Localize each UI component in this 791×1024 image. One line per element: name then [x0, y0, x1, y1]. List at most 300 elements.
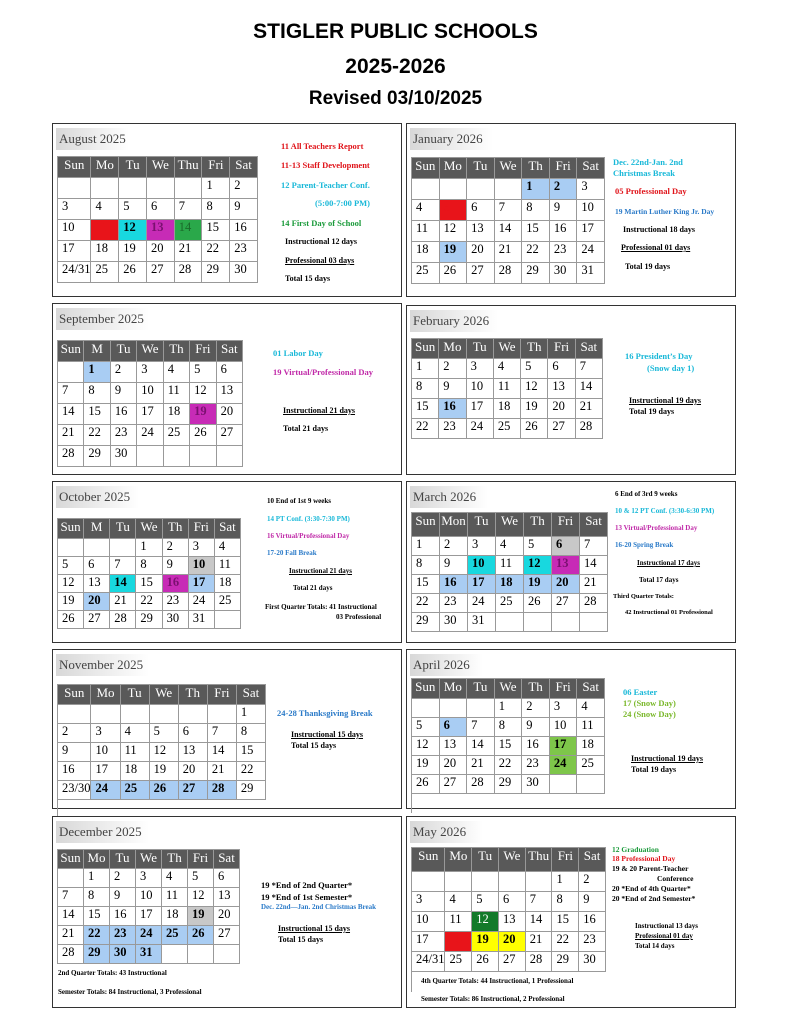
calendar-grid-november	[57, 684, 266, 819]
event-note: 10 & 12 PT Conf. (3:30-6:30 PM)	[615, 507, 715, 515]
event-note: Conference	[657, 874, 694, 883]
day-cell	[150, 705, 179, 724]
event-note: 19 Martin Luther King Jr. Day	[615, 207, 715, 216]
event-note: 16-20 Spring Break	[615, 541, 674, 549]
day-cell: 24	[136, 926, 162, 945]
day-cell: 14	[576, 379, 603, 399]
month-panel-may	[406, 816, 736, 1008]
quarter-total: First Quarter Totals: 41 Instructional	[265, 603, 377, 611]
weekday-header: Sun	[412, 848, 445, 872]
weekday-header: Th	[164, 341, 190, 362]
event-note: 05 Professional Day	[615, 186, 687, 196]
day-cell: 3	[137, 362, 163, 383]
day-cell	[217, 446, 243, 467]
day-cell: 18	[164, 404, 190, 425]
instructional-total: Instructional 21 days	[283, 406, 356, 415]
day-cell: 28	[208, 781, 237, 800]
weekday-header: Mo	[440, 679, 468, 699]
day-cell: 17	[91, 762, 120, 781]
weekday-header: Th	[524, 513, 552, 537]
day-cell: 26	[524, 594, 552, 613]
day-cell: 29	[412, 613, 440, 632]
day-cell: 14	[526, 912, 553, 932]
quarter-total: 42 Instructional 01 Professional	[625, 609, 713, 616]
day-cell: 30	[111, 446, 137, 467]
day-cell: 9	[111, 383, 137, 404]
day-cell: 13	[552, 556, 580, 575]
event-note: 16 President’s Day	[625, 351, 693, 361]
calendar-grid-january	[411, 157, 605, 284]
weekday-header: Sat	[577, 158, 605, 179]
day-cell	[526, 872, 553, 892]
day-cell: 1	[495, 699, 523, 718]
day-cell: 27	[214, 926, 240, 945]
day-cell: 3	[189, 539, 215, 557]
day-cell: 2	[550, 179, 578, 200]
event-note: 19 *End of 1st Semester*	[261, 892, 353, 902]
day-cell: 1	[136, 539, 162, 557]
day-cell	[440, 179, 468, 200]
weekday-header: Thu	[175, 157, 203, 178]
weekday-header: Th	[522, 158, 550, 179]
day-cell	[121, 705, 150, 724]
day-cell	[188, 945, 214, 964]
day-cell: 26	[412, 775, 440, 794]
day-cell: 14	[175, 220, 203, 241]
weekday-header: Tu	[110, 519, 136, 539]
day-cell: 9	[550, 200, 578, 221]
day-cell: 7	[576, 359, 603, 379]
day-cell: 22	[136, 593, 162, 611]
day-cell: 24	[577, 242, 605, 263]
month-title: October 2025	[56, 486, 139, 508]
day-cell: 8	[522, 200, 550, 221]
day-cell: 30	[579, 952, 606, 972]
day-cell: 19	[150, 762, 179, 781]
day-cell: 1	[552, 872, 579, 892]
day-cell: 1	[522, 179, 550, 200]
days-total: Total 14 days	[635, 942, 675, 950]
day-cell: 27	[217, 425, 243, 446]
weekday-header: Sat	[579, 848, 606, 872]
day-cell: 5	[190, 362, 216, 383]
month-panel-march	[406, 481, 736, 643]
instructional-total: Instructional 13 days	[635, 922, 699, 930]
day-cell: 6	[548, 359, 575, 379]
weekday-header: Th	[521, 339, 548, 359]
day-cell: 30	[110, 945, 136, 964]
weekday-header: We	[496, 513, 524, 537]
day-cell: 14	[495, 221, 523, 242]
day-cell: 8	[136, 557, 162, 575]
day-cell: 18	[577, 737, 605, 756]
weekday-header: We	[136, 850, 162, 869]
day-cell: 5	[412, 718, 440, 737]
weekday-header: Sun	[58, 519, 84, 539]
day-cell: 24/31	[412, 952, 445, 972]
day-cell: 21	[495, 242, 523, 263]
day-cell: 7	[495, 200, 523, 221]
day-cell: 22	[84, 926, 110, 945]
weekday-header: Fri	[552, 513, 580, 537]
day-cell: 19	[119, 241, 147, 262]
month-panel-december	[52, 816, 402, 1008]
weekday-header: Sun	[412, 339, 439, 359]
day-cell: 29	[84, 446, 110, 467]
day-cell: 13	[179, 743, 208, 762]
day-cell: 25	[412, 263, 440, 284]
day-cell: 8	[495, 718, 523, 737]
month-title: December 2025	[56, 821, 149, 843]
day-cell: 4	[496, 537, 524, 556]
day-cell: 7	[580, 537, 608, 556]
day-cell: 21	[580, 575, 608, 594]
day-cell: 10	[468, 556, 496, 575]
day-cell: 23	[550, 242, 578, 263]
day-cell: 12	[524, 556, 552, 575]
day-cell: 25	[121, 781, 150, 800]
day-cell	[496, 613, 524, 632]
day-cell: 8	[237, 724, 266, 743]
day-cell: 29	[237, 781, 266, 800]
day-cell: 26	[190, 425, 216, 446]
day-cell: 9	[440, 556, 468, 575]
day-cell: 1	[84, 869, 110, 888]
month-title: November 2025	[56, 654, 149, 676]
quarter-total: 03 Professional	[336, 613, 382, 621]
day-cell: 20	[214, 907, 240, 926]
month-title: March 2026	[410, 486, 488, 508]
day-cell	[524, 613, 552, 632]
day-cell: 11	[577, 718, 605, 737]
days-total: Total 21 days	[283, 424, 329, 433]
day-cell	[58, 539, 84, 557]
weekday-header: We	[494, 339, 521, 359]
event-note: Christmas Break	[613, 168, 675, 178]
day-cell: 26	[188, 926, 214, 945]
day-cell: 3	[412, 892, 445, 912]
quarter-total: 2nd Quarter Totals: 43 Instructional	[58, 969, 167, 977]
instructional-total: Instructional 15 days	[291, 730, 364, 739]
day-cell	[440, 699, 468, 718]
day-cell: 20	[467, 242, 495, 263]
weekday-header: Fri	[550, 158, 578, 179]
day-cell: 12	[150, 743, 179, 762]
weekday-header: Sun	[412, 158, 440, 179]
day-cell: 27	[548, 419, 575, 439]
event-note: 14 First Day of School	[281, 218, 362, 228]
day-cell: 10	[412, 912, 445, 932]
weekday-header: We	[136, 519, 162, 539]
weekday-header: Thu	[526, 848, 553, 872]
day-cell: 18	[121, 762, 150, 781]
day-cell: 2	[522, 699, 550, 718]
days-total: Total 15 days	[278, 935, 324, 944]
weekday-header: Tu	[467, 339, 494, 359]
weekday-header: Th	[162, 850, 188, 869]
day-cell: 16	[440, 575, 468, 594]
day-cell: 26	[440, 263, 468, 284]
day-cell: 20	[499, 932, 526, 952]
weekday-header: Sun	[58, 157, 91, 178]
day-cell: 12	[521, 379, 548, 399]
event-note: (5:00-7:00 PM)	[315, 198, 370, 208]
day-cell: 6	[147, 199, 175, 220]
day-cell: 22	[237, 762, 266, 781]
day-cell: 11	[412, 221, 440, 242]
day-cell: 23/30	[58, 781, 91, 800]
event-note: 06 Easter	[623, 687, 658, 697]
day-cell: 21	[526, 932, 553, 952]
day-cell: 14	[58, 907, 84, 926]
event-note: 14 PT Conf. (3:30-7:30 PM)	[267, 515, 350, 523]
day-cell: 18	[445, 932, 472, 952]
day-cell	[179, 705, 208, 724]
weekday-header: Tu	[121, 685, 150, 705]
day-cell: 15	[522, 221, 550, 242]
day-cell: 17	[189, 575, 215, 593]
month-panel-november	[52, 649, 402, 809]
day-cell	[58, 705, 91, 724]
event-note: 18 Professional Day	[612, 854, 676, 863]
event-note: 12 Graduation	[612, 845, 659, 854]
day-cell: 27	[84, 611, 110, 629]
weekday-header: We	[495, 158, 523, 179]
weekday-header: Mo	[440, 158, 468, 179]
day-cell: 29	[552, 952, 579, 972]
day-cell	[164, 446, 190, 467]
day-cell: 14	[208, 743, 237, 762]
day-cell	[552, 613, 580, 632]
day-cell: 5	[188, 869, 214, 888]
revision-date: Revised 03/10/2025	[308, 88, 483, 109]
day-cell	[58, 869, 84, 888]
weekday-header: Sat	[237, 685, 266, 705]
calendar-grid-october	[57, 518, 241, 629]
day-cell: 4	[164, 362, 190, 383]
day-cell: 2	[230, 178, 258, 199]
day-cell: 27	[499, 952, 526, 972]
day-cell: 23	[110, 926, 136, 945]
calendar-grid-february	[411, 338, 603, 439]
day-cell: 2	[440, 537, 468, 556]
day-cell: 8	[412, 379, 439, 399]
day-cell	[84, 539, 110, 557]
day-cell: 13	[84, 575, 110, 593]
day-cell: 3	[468, 537, 496, 556]
day-cell: 9	[163, 557, 189, 575]
event-note: 12 Parent-Teacher Conf.	[281, 180, 370, 190]
weekday-header: Mo	[84, 850, 110, 869]
weekday-header: Sun	[412, 513, 440, 537]
day-cell: 10	[58, 220, 91, 241]
day-cell: 31	[468, 613, 496, 632]
day-cell: 22	[412, 419, 439, 439]
day-cell	[214, 945, 240, 964]
day-cell: 27	[440, 775, 468, 794]
day-cell: 11	[121, 743, 150, 762]
day-cell: 20	[179, 762, 208, 781]
weekday-header: We	[499, 848, 526, 872]
day-cell	[175, 178, 203, 199]
day-cell: 5	[524, 537, 552, 556]
day-cell: 3	[467, 359, 494, 379]
day-cell: 9	[230, 199, 258, 220]
day-cell: 8	[552, 892, 579, 912]
days-total: Total 21 days	[293, 584, 333, 592]
day-cell: 26	[119, 262, 147, 283]
event-note: 24-28 Thanksgiving Break	[277, 708, 373, 718]
day-cell: 26	[521, 419, 548, 439]
day-cell: 6	[467, 200, 495, 221]
day-cell: 7	[208, 724, 237, 743]
day-cell: 16	[522, 737, 550, 756]
weekday-header: Sat	[580, 513, 608, 537]
day-cell: 9	[110, 888, 136, 907]
day-cell	[119, 178, 147, 199]
day-cell: 10	[550, 718, 578, 737]
day-cell: 9	[522, 718, 550, 737]
day-cell	[162, 945, 188, 964]
day-cell: 6	[552, 537, 580, 556]
day-cell: 2	[579, 872, 606, 892]
month-panel-january	[406, 123, 736, 297]
instructional-total: Instructional 18 days	[623, 225, 696, 234]
day-cell: 3	[136, 869, 162, 888]
weekday-header: We	[137, 341, 163, 362]
day-cell: 14	[110, 575, 136, 593]
day-cell: 13	[440, 737, 468, 756]
day-cell	[190, 446, 216, 467]
day-cell: 4	[215, 539, 241, 557]
weekday-header: We	[150, 685, 179, 705]
day-cell: 28	[58, 446, 84, 467]
day-cell: 15	[412, 399, 439, 419]
day-cell: 14	[58, 404, 84, 425]
day-cell: 25	[91, 262, 119, 283]
day-cell: 12	[119, 220, 147, 241]
weekday-header: Fri	[189, 519, 215, 539]
days-total: Total 17 days	[639, 576, 679, 584]
day-cell: 24	[467, 419, 494, 439]
day-cell: 17	[137, 404, 163, 425]
day-cell: 6	[214, 869, 240, 888]
month-title: April 2026	[410, 654, 483, 676]
day-cell: 13	[147, 220, 175, 241]
day-cell	[412, 179, 440, 200]
event-note: 13 Virtual/Professional Day	[615, 524, 698, 532]
weekday-header: Tu	[119, 157, 147, 178]
day-cell	[412, 699, 440, 718]
weekday-header: Th	[163, 519, 189, 539]
day-cell: 28	[526, 952, 553, 972]
school-year: 2025-2026	[345, 55, 446, 78]
weekday-header: Sun	[412, 679, 440, 699]
day-cell: 11	[164, 383, 190, 404]
day-cell: 20	[548, 399, 575, 419]
weekday-header: Mo	[91, 685, 120, 705]
day-cell	[137, 446, 163, 467]
day-cell: 16	[579, 912, 606, 932]
day-cell: 6	[217, 362, 243, 383]
weekday-header: Fri	[208, 685, 237, 705]
calendar-grid-april	[411, 678, 605, 813]
day-cell: 24/31	[58, 262, 91, 283]
day-cell: 29	[522, 263, 550, 284]
day-cell: 18	[215, 575, 241, 593]
day-cell: 5	[472, 892, 499, 912]
day-cell	[147, 178, 175, 199]
day-cell	[110, 539, 136, 557]
day-cell: 29	[495, 775, 523, 794]
weekday-header: Sat	[577, 679, 605, 699]
event-note: 10 End of 1st 9 weeks	[267, 497, 331, 505]
day-cell: 16	[230, 220, 258, 241]
day-cell: 11	[445, 912, 472, 932]
event-note: (Snow day 1)	[647, 363, 695, 373]
month-title: August 2025	[56, 128, 129, 150]
day-cell: 30	[440, 613, 468, 632]
weekday-header: M	[84, 519, 110, 539]
day-cell: 19	[412, 756, 440, 775]
day-cell: 24	[468, 594, 496, 613]
day-cell	[580, 613, 608, 632]
instructional-total: Instructional 12 days	[285, 237, 358, 246]
day-cell: 5	[119, 199, 147, 220]
day-cell	[577, 775, 605, 794]
day-cell: 27	[552, 594, 580, 613]
day-cell: 12	[412, 737, 440, 756]
weekday-header: Sat	[215, 519, 241, 539]
event-note: 17 (Snow Day)	[623, 698, 676, 708]
day-cell: 13	[214, 888, 240, 907]
weekday-header: Mo	[91, 157, 119, 178]
day-cell: 23	[230, 241, 258, 262]
day-cell: 13	[499, 912, 526, 932]
day-cell: 22	[84, 425, 110, 446]
day-cell: 23	[439, 419, 466, 439]
event-note: 24 (Snow Day)	[623, 709, 676, 719]
day-cell: 11	[162, 888, 188, 907]
day-cell	[91, 178, 119, 199]
day-cell: 25	[494, 419, 521, 439]
day-cell: 26	[150, 781, 179, 800]
day-cell: 23	[163, 593, 189, 611]
day-cell: 10	[467, 379, 494, 399]
event-note: 16 Virtual/Professional Day	[267, 532, 350, 540]
day-cell: 4	[494, 359, 521, 379]
day-cell: 20	[147, 241, 175, 262]
day-cell: 3	[577, 179, 605, 200]
day-cell: 3	[550, 699, 578, 718]
event-note: 11 All Teachers Report	[281, 141, 364, 151]
day-cell: 4	[121, 724, 150, 743]
day-cell: 25	[496, 594, 524, 613]
day-cell: 17	[577, 221, 605, 242]
day-cell: 11	[91, 220, 119, 241]
day-cell: 25	[577, 756, 605, 775]
month-panel-september	[52, 303, 402, 475]
day-cell: 1	[84, 362, 110, 383]
day-cell: 10	[189, 557, 215, 575]
day-cell: 8	[412, 556, 440, 575]
day-cell: 28	[580, 594, 608, 613]
day-cell	[208, 705, 237, 724]
day-cell: 4	[162, 869, 188, 888]
day-cell	[550, 775, 578, 794]
day-cell: 19	[188, 907, 214, 926]
instructional-total: Instructional 17 days	[637, 559, 701, 567]
